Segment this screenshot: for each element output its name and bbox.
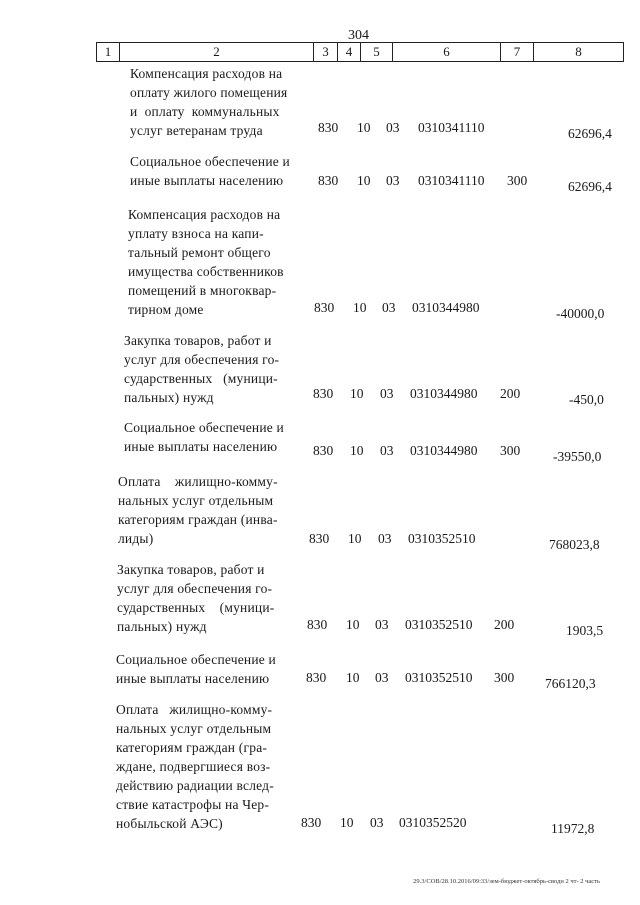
page-number: 304: [348, 28, 369, 43]
row-description-line: нобыльской АЭС): [116, 816, 223, 831]
cell-c5: 03: [380, 443, 394, 458]
cell-c7: 200: [500, 386, 521, 401]
cell-c8: -39550,0: [553, 449, 602, 464]
cell-c7: 300: [500, 443, 521, 458]
footer-stamp: 29.3/СОВ/28.10.2016/09:33/зем-бюджет-октябрь-сводн 2 чт- 2 часть: [413, 878, 600, 885]
row-description-line: услуг для обеспечения го-: [117, 581, 273, 596]
header-col-6: 6: [392, 43, 500, 61]
cell-c8: 11972,8: [551, 821, 595, 836]
row-description-line: ждане, подвергшиеся воз-: [116, 759, 271, 774]
row-description-line: Оплата жилищно-комму-: [118, 474, 278, 489]
cell-c6: 0310341110: [418, 120, 485, 135]
cell-c6: 0310352510: [405, 670, 473, 685]
cell-c7: 200: [494, 617, 515, 632]
row-description-line: иные выплаты населению: [116, 671, 270, 686]
header-col-7: 7: [500, 43, 533, 61]
row-description-line: Социальное обеспечение и: [116, 652, 276, 667]
cell-c5: 03: [380, 386, 394, 401]
row-description-line: тирном доме: [128, 302, 204, 317]
row-description-line: оплату жилого помещения: [130, 85, 288, 100]
cell-c3: 830: [318, 120, 339, 135]
header-col-1: 1: [104, 44, 112, 59]
cell-c4: 10: [350, 443, 364, 458]
cell-c8: 766120,3: [545, 676, 596, 691]
cell-c4: 10: [353, 300, 367, 315]
cell-c5: 03: [386, 120, 400, 135]
cell-c6: 0310341110: [418, 173, 485, 188]
cell-c8: -40000,0: [556, 306, 605, 321]
row-description-line: Оплата жилищно-комму-: [116, 702, 273, 717]
row-description-line: услуг ветеранам труда: [130, 123, 263, 138]
cell-c5: 03: [375, 617, 389, 632]
cell-c4: 10: [357, 120, 371, 135]
cell-c5: 03: [386, 173, 400, 188]
cell-c7: 300: [494, 670, 515, 685]
row-description-line: услуг для обеспечения го-: [124, 352, 280, 367]
cell-c3: 830: [313, 443, 334, 458]
row-description-line: пальных) нужд: [124, 390, 214, 405]
cell-c6: 0310344980: [410, 443, 478, 458]
row-description-line: Социальное обеспечение и: [130, 154, 290, 169]
header-col-5: 5: [360, 43, 392, 61]
row-description-line: сударственных (муници-: [124, 371, 278, 386]
cell-c8: 1903,5: [566, 623, 604, 638]
cell-c8: 62696,4: [568, 179, 612, 194]
cell-c6: 0310352510: [408, 531, 476, 546]
cell-c8: 768023,8: [549, 537, 600, 552]
row-description-line: иные выплаты населению: [124, 439, 278, 454]
row-description-line: лиды): [118, 531, 154, 546]
cell-c3: 830: [307, 617, 328, 632]
cell-c5: 03: [370, 815, 384, 830]
cell-c3: 830: [301, 815, 322, 830]
header-col-8: 8: [533, 43, 623, 61]
header-col-2: 2: [119, 43, 313, 61]
row-description-line: имущества собственников: [128, 264, 284, 279]
row-description-line: Компенсация расходов на: [128, 207, 281, 222]
cell-c3: 830: [314, 300, 335, 315]
row-description-line: уплату взноса на капи-: [128, 226, 264, 241]
row-description-line: категориям граждан (инва-: [118, 512, 278, 527]
cell-c3: 830: [318, 173, 339, 188]
cell-c5: 03: [382, 300, 396, 315]
cell-c4: 10: [340, 815, 354, 830]
cell-c6: 0310352520: [399, 815, 467, 830]
cell-c3: 830: [313, 386, 334, 401]
row-description-line: Социальное обеспечение и: [124, 420, 284, 435]
row-description-line: тальный ремонт общего: [128, 245, 271, 260]
cell-c5: 03: [375, 670, 389, 685]
header-col-4: 4: [337, 43, 360, 61]
cell-c4: 10: [350, 386, 364, 401]
row-description-line: Компенсация расходов на: [130, 66, 283, 81]
row-description-line: сударственных (муници-: [117, 600, 275, 615]
cell-c4: 10: [348, 531, 362, 546]
row-description-line: ствие катастрофы на Чер-: [116, 797, 270, 812]
cell-c8: 62696,4: [568, 126, 612, 141]
cell-c6: 0310344980: [410, 386, 478, 401]
cell-c4: 10: [346, 670, 360, 685]
table-header-row: [96, 42, 624, 62]
row-description-line: Закупка товаров, работ и: [124, 333, 272, 348]
cell-c3: 830: [306, 670, 327, 685]
row-description-line: действию радиации вслед-: [116, 778, 274, 793]
row-description-line: категориям граждан (гра-: [116, 740, 268, 755]
cell-c3: 830: [309, 531, 330, 546]
cell-c5: 03: [378, 531, 392, 546]
cell-c6: 0310344980: [412, 300, 480, 315]
row-description-line: помещений в многоквар-: [128, 283, 277, 298]
row-description-line: Закупка товаров, работ и: [117, 562, 265, 577]
cell-c4: 10: [357, 173, 371, 188]
cell-c4: 10: [346, 617, 360, 632]
cell-c6: 0310352510: [405, 617, 473, 632]
cell-c8: -450,0: [569, 392, 604, 407]
row-description-line: и оплату коммунальных: [130, 104, 280, 119]
row-description-line: нальных услуг отдельным: [116, 721, 272, 736]
row-description-line: иные выплаты населению: [130, 173, 284, 188]
row-description-line: пальных) нужд: [117, 619, 207, 634]
row-description-line: нальных услуг отдельным: [118, 493, 274, 508]
header-col-3: 3: [313, 43, 337, 61]
cell-c7: 300: [507, 173, 528, 188]
